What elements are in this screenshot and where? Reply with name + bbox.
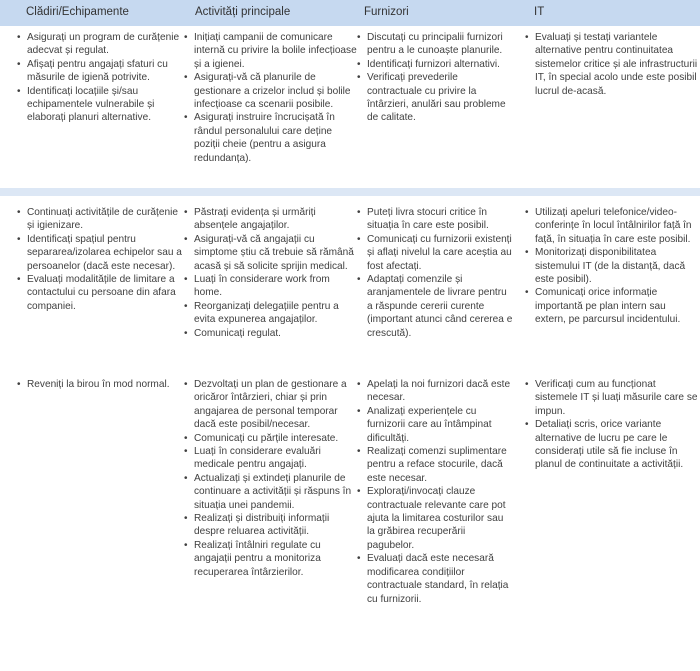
- list-item: • Reveniți la birou în mod normal.: [27, 378, 183, 391]
- column-header-suppliers: Furnizori: [364, 6, 409, 18]
- list-item: • Explorați/invocați clauze contractuale relevante care pot ajuta la limitarea costurilor sau la grăbirea recuperării pagubelor.: [367, 485, 513, 552]
- list-item: • Comunicați regulat.: [194, 327, 360, 340]
- list-item: • Utilizați apeluri telefonice/video-conferințe în locul întâlnirilor față în față, în situația în care este posibil.: [535, 206, 699, 246]
- list-item: • Reorganizați delegațiile pentru a evita expunerea angajaților.: [194, 300, 360, 327]
- table-cell: [183, 206, 360, 340]
- list-item: • Comunicați orice informație importantă pe plan intern sau extern, pe parcursul incidentului.: [535, 286, 699, 326]
- table-cell: [16, 31, 183, 125]
- table-cell: [183, 378, 360, 579]
- table-header: [0, 0, 700, 26]
- list-item: • Detaliați scris, orice variante alternative de lucru pe care le considerați utile să fie incluse în planul de continuitate a activității.: [535, 418, 699, 472]
- list-item: • Luați în considerare evaluări medicale pentru angajați.: [194, 445, 360, 472]
- list-item: • Identificați locațiile și/sau echipamentele vulnerabile și elaborați planuri alternative.: [27, 85, 183, 125]
- list-item: • Actualizați și extindeți planurile de continuare a activității și răspuns în situația unei pandemii.: [194, 472, 360, 512]
- list-item: • Evaluați modalitățile de limitare a contactului cu persoane din afara companiei.: [27, 273, 183, 313]
- column-header-it: IT: [534, 6, 545, 18]
- list-item: • Realizați și distribuiți informații despre reluarea activității.: [194, 512, 360, 539]
- list-item: • Asigurați un program de curățenie adecvat și regulat.: [27, 31, 183, 58]
- table-cell: [356, 31, 513, 125]
- table-cell: [524, 378, 699, 472]
- table-cell: [16, 206, 183, 313]
- table-cell: [356, 378, 513, 606]
- table-cell: [183, 31, 360, 165]
- list-item: • Asigurați-vă că angajații cu simptome știu că trebuie să rămână acasă și să solicite sprijin medical.: [194, 233, 360, 273]
- column-header-main-activities: Activități principale: [195, 6, 291, 18]
- list-item: • Inițiați campanii de comunicare internă cu privire la bolile infecțioase și a igienei.: [194, 31, 360, 71]
- column-header-buildings: Clădiri/Echipamente: [26, 6, 129, 18]
- list-item: • Comunicați cu furnizorii existenți și aflați nivelul la care aceștia au fost afectați.: [367, 233, 513, 273]
- list-item: • Monitorizați disponibilitatea sistemului IT (de la distanță, dacă este posibil).: [535, 246, 699, 286]
- list-item: • Identificați furnizori alternativi.: [367, 58, 513, 71]
- list-item: • Discutați cu principalii furnizori pentru a le cunoaște planurile.: [367, 31, 513, 58]
- list-item: • Adaptați comenzile și aranjamentele de livrare pentru a răspunde cererii curente (important atunci când cererea e crescută).: [367, 273, 513, 340]
- table-cell: [524, 31, 699, 98]
- list-item: • Afișați pentru angajați sfaturi cu măsurile de igienă potrivite.: [27, 58, 183, 85]
- list-item: • Apelați la noi furnizori dacă este necesar.: [367, 378, 513, 405]
- row-separator: [0, 188, 700, 196]
- list-item: • Identificați spațiul pentru separarea/izolarea echipelor sau a persoanelor (dacă este necesar).: [27, 233, 183, 273]
- list-item: • Evaluați și testați variantele alternative pentru continuitatea sistemelor critice și ale infrastructurii IT, în special acolo unde este posibil lucrul de-acasă.: [535, 31, 699, 98]
- list-item: • Luați în considerare work from home.: [194, 273, 360, 300]
- list-item: • Verificați prevederile contractuale cu privire la întârzieri, anulări sau probleme de calitate.: [367, 71, 513, 125]
- list-item: • Analizați experiențele cu furnizorii care au întâmpinat dificultăți.: [367, 405, 513, 445]
- table-cell: [524, 206, 699, 327]
- list-item: • Comunicați cu părțile interesate.: [194, 432, 360, 445]
- list-item: • Puteți livra stocuri critice în situația în care este posibil.: [367, 206, 513, 233]
- list-item: • Asigurați instruire încrucișată în rândul personalului care deține poziții cheie (pentru a asigura redundanța).: [194, 111, 360, 165]
- list-item: • Realizați întâlniri regulate cu angajații pentru a monitoriza recuperarea întârzierilor.: [194, 539, 360, 579]
- list-item: • Realizați comenzi suplimentare pentru a reface stocurile, dacă este necesar.: [367, 445, 513, 485]
- list-item: • Dezvoltați un plan de gestionare a oricăror întârzieri, chiar și prin angajarea de personal temporar dacă este posibil/necesar.: [194, 378, 360, 432]
- table-cell: [356, 206, 513, 340]
- list-item: • Asigurați-vă că planurile de gestionare a crizelor includ și bolile infecțioase ca scenarii posibile.: [194, 71, 360, 111]
- list-item: • Păstrați evidența și urmăriți absențele angajaților.: [194, 206, 360, 233]
- table-cell: [16, 378, 183, 391]
- list-item: • Verificați cum au funcționat sistemele IT și luați măsurile care se impun.: [535, 378, 699, 418]
- list-item: • Continuați activitățile de curățenie și igienizare.: [27, 206, 183, 233]
- list-item: • Evaluați dacă este necesară modificarea condițiilor contractuale standard, în relația cu furnizorii.: [367, 552, 513, 606]
